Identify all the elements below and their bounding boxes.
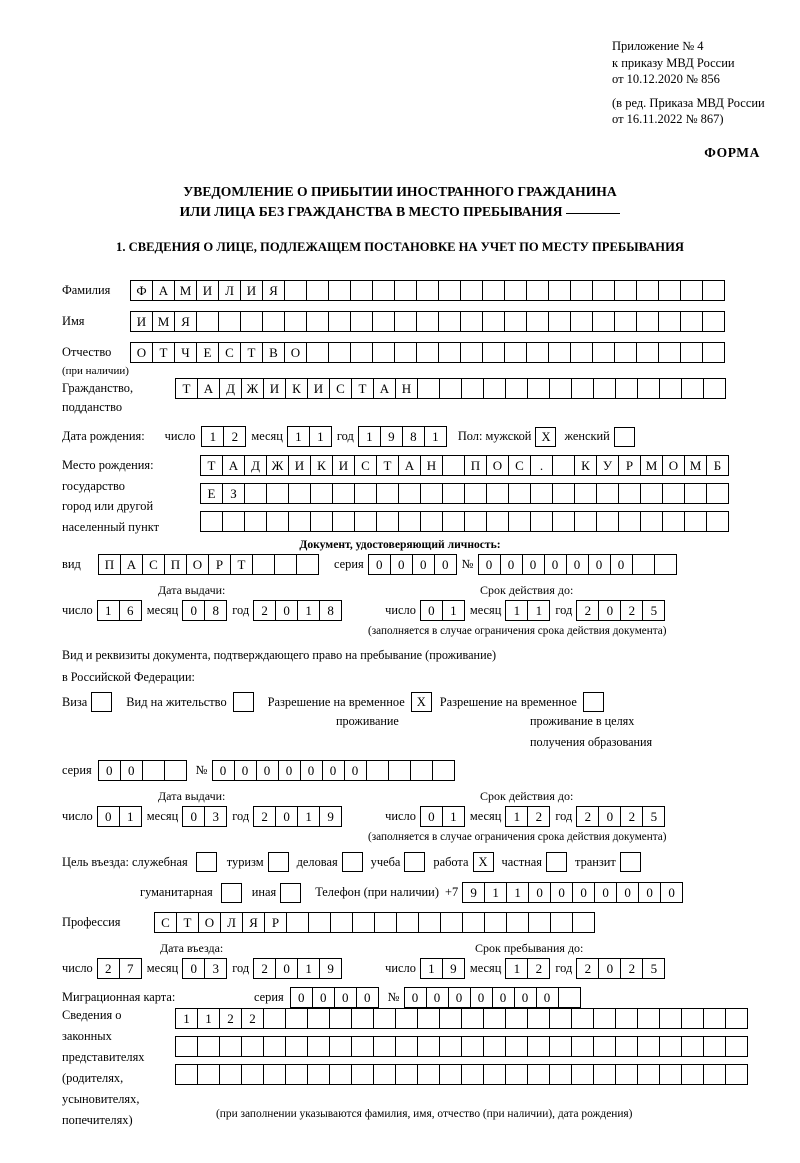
purpose-study-checkbox[interactable] [404,852,425,872]
entry-day-boxes[interactable]: 2 7 [97,958,141,979]
sex-female-checkbox[interactable] [614,427,635,447]
birth-place-city-label-1: город или другой [62,499,154,513]
purpose-other-label: иная [251,885,277,899]
phone-prefix: +7 [444,885,459,899]
identity-doc-type-label: вид [62,557,81,571]
entry-year-label: год [232,961,250,975]
patronymic-boxes[interactable]: О Т Ч Е С Т В О [130,342,724,363]
legal-reps-label-4: (родителях, [62,1071,124,1085]
entry-date-label: Дата въезда: [160,941,224,955]
birth-place-city-boxes-2[interactable]: Е З [200,483,728,504]
identity-valid-month-label: месяц [469,603,502,617]
residence-permit-checkbox[interactable] [233,692,254,712]
stay-valid-month-label: месяц [469,809,502,823]
identity-issue-year-boxes[interactable]: 2 0 1 8 [253,600,341,621]
entry-year-boxes[interactable]: 2 0 1 9 [253,958,341,979]
stay-doc-series-label: серия [62,763,92,777]
name-boxes[interactable]: И М Я [130,311,724,332]
stay-issue-year-boxes[interactable]: 2 0 1 9 [253,806,341,827]
stay-until-label: Срок пребывания до: [475,941,584,955]
stay-valid-month-boxes[interactable]: 1 2 [505,806,549,827]
purpose-transit-label: транзит [575,854,616,869]
birth-place-city-row-3 [200,511,728,532]
patronymic-note: (при наличии) [62,365,129,377]
identity-issue-month-boxes[interactable]: 0 8 [182,600,226,621]
purpose-transit-checkbox[interactable] [620,852,641,872]
legal-reps-label-5: усыновителях, [62,1092,140,1106]
purpose-tourism-checkbox[interactable] [268,852,289,872]
name-label: Имя [62,314,85,328]
legal-reps-row-1 [175,1008,747,1029]
identity-doc-number-label: № [461,557,474,571]
phone-boxes[interactable]: 9 1 1 0 0 0 0 0 0 0 [462,882,682,903]
citizenship-row [62,378,725,399]
stay-issue-year-label: год [232,809,250,823]
legal-reps-labels [62,1005,145,1131]
surname-boxes[interactable]: Ф А М И Л И Я [130,280,724,301]
birth-year-label: год [336,429,354,443]
edu-residence-label: Разрешение на временное [439,694,577,709]
stay-doc-series-row [62,760,454,781]
entry-month-boxes[interactable]: 0 3 [182,958,226,979]
residence-permit-label: Вид на жительство [126,694,227,709]
legal-reps-boxes-3[interactable] [175,1064,747,1085]
citizenship-label-2: подданство [62,400,123,414]
identity-doc-valid-until-label: Срок действия до: [480,583,574,597]
stay-valid-day-label: число [385,809,416,823]
amendment-line-1: (в ред. Приказа МВД России [612,95,765,110]
entry-day-label: число [62,961,93,975]
stay-doc-heading-2: в Российской Федерации: [62,670,195,684]
stay-issue-month-boxes[interactable]: 0 3 [182,806,226,827]
purpose-other-checkbox[interactable] [280,883,301,903]
birth-day-label: число [164,429,196,443]
profession-row [62,912,594,933]
patronymic-label: Отчество [62,345,112,359]
identity-valid-year-boxes[interactable]: 2 0 2 5 [576,600,664,621]
stay-day-label: число [385,961,416,975]
stay-month-boxes[interactable]: 1 2 [505,958,549,979]
purpose-private-label: частная [501,854,542,869]
identity-issue-month-label: месяц [146,603,179,617]
purpose-work-checkbox[interactable]: X [473,852,494,872]
citizenship-label-1: Гражданство, [62,381,134,395]
purpose-work-label: работа [433,854,469,869]
identity-doc-issue-date-label: Дата выдачи: [158,583,226,597]
birth-place-state-boxes[interactable]: Т А Д Ж И К И С Т А Н П О С . К У Р М О М Б [200,455,728,476]
stay-doc-heading-1: Вид и реквизиты документа, подтверждающего право на пребывание (проживание) [62,648,497,662]
stay-doc-footnote: (заполняется в случае ограничения срока действия документа) [368,831,667,843]
entry-month-label: месяц [146,961,179,975]
identity-doc-footnote: (заполняется в случае ограничения срока действия документа) [368,625,667,637]
legal-reps-boxes-2[interactable] [175,1036,747,1057]
identity-doc-series-label: серия [334,557,364,571]
legal-reps-label-6: попечителях) [62,1113,133,1127]
title-blank-line [566,213,620,214]
identity-issue-day-label: число [62,603,93,617]
sex-male-checkbox[interactable]: X [535,427,556,447]
identity-valid-day-boxes[interactable]: 0 1 [420,600,464,621]
legal-reps-label-2: законных [62,1029,112,1043]
purpose-humanitarian-label: гуманитарная [140,885,213,899]
document-reference-header [612,38,792,128]
purpose-business-checkbox[interactable] [342,852,363,872]
legal-reps-boxes-1[interactable]: 1 1 2 2 [175,1008,747,1029]
purpose-study-label: учеба [370,854,401,869]
surname-label: Фамилия [62,283,111,297]
stay-valid-day-boxes[interactable]: 0 1 [420,806,464,827]
page-title-line-1: УВЕДОМЛЕНИЕ О ПРИБЫТИИ ИНОСТРАННОГО ГРАЖДАНИНА [183,184,617,199]
birth-place-label: Место рождения: [62,458,154,472]
stay-issue-day-label: число [62,809,93,823]
identity-doc-row [62,554,676,575]
birth-month-label: месяц [251,429,283,443]
name-row [62,311,724,332]
profession-boxes[interactable]: С Т О Л Я Р [154,912,594,933]
stay-month-label: месяц [469,961,502,975]
edu-residence-label-3: получения образования [530,735,653,749]
birth-place-state-label: государство [62,478,125,493]
section-1-heading: 1. СВЕДЕНИЯ О ЛИЦЕ, ПОДЛЕЖАЩЕМ ПОСТАНОВКЕ НА УЧЕТ ПО МЕСТУ ПРЕБЫВАНИЯ [116,240,684,254]
birth-year-boxes[interactable]: 1 9 8 1 [358,426,446,447]
profession-label: Профессия [62,915,121,929]
form-word: ФОРМА [704,145,760,160]
appendix-line: Приложение № 4 [612,39,704,53]
purpose-row-1 [62,852,641,872]
identity-issue-year-label: год [232,603,250,617]
page-title-line-2: ИЛИ ЛИЦА БЕЗ ГРАЖДАНСТВА В МЕСТО ПРЕБЫВАНИЯ [179,203,563,219]
identity-valid-year-label: год [555,603,573,617]
stay-day-boxes[interactable]: 1 9 [420,958,464,979]
stay-doc-number-label: № [195,763,208,777]
surname-row [62,280,724,301]
identity-doc-type-boxes[interactable]: П А С П О Р Т [98,554,318,575]
birth-month-boxes[interactable]: 1 1 [287,426,331,447]
visa-label: Виза [62,694,88,709]
birth-place-city-label-2: населенный пункт [62,519,160,534]
stay-valid-year-boxes[interactable]: 2 0 2 5 [576,806,664,827]
birth-date-label: Дата рождения: [62,429,145,443]
purpose-tourism-label: туризм [226,854,264,869]
amendment-line-2: от 16.11.2022 № 867) [612,112,724,126]
purpose-private-checkbox[interactable] [546,852,567,872]
identity-doc-number-boxes[interactable]: 0 0 0 0 0 0 0 [478,554,676,575]
identity-doc-dates-row [62,600,664,621]
order-line: к приказу МВД России [612,55,735,70]
stay-doc-dates-row [62,806,664,827]
stay-doc-series-boxes[interactable]: 0 0 [98,760,186,781]
entry-dates-row [62,958,664,979]
identity-valid-month-boxes[interactable]: 1 1 [505,600,549,621]
migration-card-label: Миграционная карта: [62,990,176,1004]
migration-card-number-boxes[interactable]: 0 0 0 0 0 0 0 [404,987,580,1008]
migration-card-series-boxes[interactable]: 0 0 0 0 [290,987,378,1008]
stay-year-label: год [555,961,573,975]
legal-reps-label-3: представителях [62,1050,145,1064]
temp-residence-label: Разрешение на временное [267,694,405,709]
phone-label: Телефон (при наличии) [315,885,439,899]
purpose-business-label: деловая [296,854,338,869]
temp-residence-checkbox[interactable]: X [411,692,432,712]
stay-doc-type-row [62,692,604,712]
citizenship-boxes[interactable]: Т А Д Ж И К И С Т А Н [175,378,725,399]
page-title [0,182,800,221]
stay-issue-day-boxes[interactable]: 0 1 [97,806,141,827]
stay-doc-number-boxes[interactable]: 0 0 0 0 0 0 0 [212,760,454,781]
stay-doc-issue-date-label: Дата выдачи: [158,789,226,803]
birth-place-city-boxes-3[interactable] [200,511,728,532]
purpose-row-2 [140,882,682,903]
birth-place-city-row-2 [200,483,728,504]
visa-checkbox[interactable] [91,692,112,712]
purpose-service-label: Цель въезда: служебная [62,854,188,869]
stay-year-boxes[interactable]: 2 0 2 5 [576,958,664,979]
patronymic-row [62,342,724,363]
legal-reps-footnote: (при заполнении указываются фамилия, имя, отчество (при наличии), дата рождения) [216,1108,633,1120]
edu-residence-checkbox[interactable] [583,692,604,712]
stay-valid-year-label: год [555,809,573,823]
stay-issue-month-label: месяц [146,809,179,823]
identity-doc-series-boxes[interactable]: 0 0 0 0 [368,554,456,575]
migration-card-series-label: серия [254,990,284,1004]
birth-date-row [62,426,635,447]
legal-reps-row-2 [175,1036,747,1057]
birth-place-state-row [200,455,728,476]
purpose-service-checkbox[interactable] [196,852,217,872]
identity-issue-day-boxes[interactable]: 1 6 [97,600,141,621]
birth-day-boxes[interactable]: 1 2 [201,426,245,447]
sex-female-label: женский [564,429,610,443]
order-number-line: от 10.12.2020 № 856 [612,72,720,86]
temp-residence-label-2: проживание [336,714,399,728]
legal-reps-row-3 [175,1064,747,1085]
edu-residence-label-2: проживание в целях [530,714,635,728]
sex-male-label: Пол: мужской [457,429,532,443]
identity-doc-heading: Документ, удостоверяющий личность: [299,538,501,551]
legal-reps-label-1: Сведения о [62,1008,122,1022]
purpose-humanitarian-checkbox[interactable] [221,883,242,903]
stay-doc-valid-until-label: Срок действия до: [480,789,574,803]
birth-place-labels [62,455,159,537]
identity-valid-day-label: число [385,603,416,617]
migration-card-number-label: № [387,990,400,1004]
